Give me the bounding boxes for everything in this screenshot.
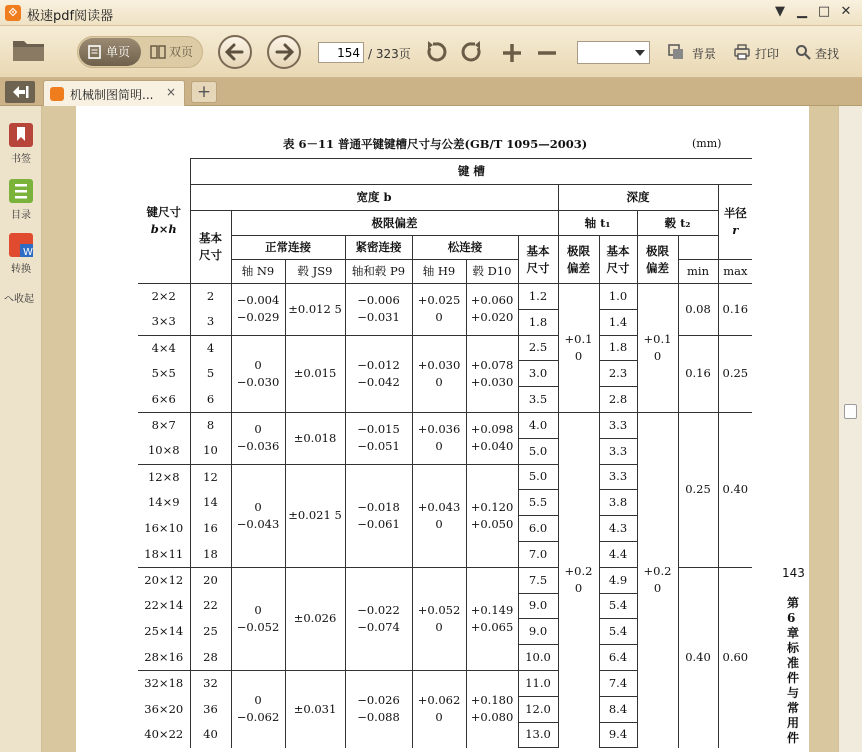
- title-bar: [0, 0, 862, 26]
- table-row: [138, 284, 752, 310]
- background-button[interactable]: 背景: [692, 47, 717, 61]
- page-number-input[interactable]: [318, 42, 364, 63]
- bookmark-icon: [8, 122, 34, 148]
- hub-d10-cell: +0.060 +0.020: [466, 284, 518, 336]
- rotate-left-icon[interactable]: [424, 40, 448, 64]
- t1-basic-cell: 5.0: [518, 438, 558, 464]
- t1-basic-cell: 5.5: [518, 490, 558, 516]
- t2-basic-cell: 3.3: [599, 438, 637, 464]
- header-keyway: 键 槽: [190, 159, 752, 185]
- vertical-scrollbar[interactable]: [838, 106, 862, 752]
- header-limit-deviation: 极限偏差: [231, 211, 558, 236]
- hub-d10-cell: +0.120 +0.050: [466, 464, 518, 567]
- t1-limit-cell: +0.2 0: [558, 412, 599, 747]
- restore-button[interactable]: □: [817, 4, 831, 19]
- header-loose: 松连接: [412, 236, 518, 260]
- t1-basic-cell: 11.0: [518, 670, 558, 696]
- view-mode-toggle: [77, 36, 203, 68]
- key-size-cell: 8×7: [138, 412, 190, 438]
- shaft-h9-cell: +0.062 0: [412, 670, 466, 747]
- header-key-size: 键尺寸 b×h: [138, 159, 190, 284]
- header-hub-t2: 毂 t₂: [637, 211, 718, 236]
- p9-cell: −0.022 −0.074: [345, 567, 412, 670]
- key-size-cell: 40×22: [138, 722, 190, 748]
- basic-size-cell: 12: [190, 464, 231, 490]
- next-page-button[interactable]: [267, 35, 301, 69]
- hub-js9-cell: ±0.018: [285, 412, 345, 464]
- t2-basic-cell: 5.4: [599, 619, 637, 645]
- hub-d10-cell: +0.149 +0.065: [466, 567, 518, 670]
- key-size-cell: 25×14: [138, 619, 190, 645]
- table-unit: (mm): [692, 137, 722, 150]
- t2-basic-cell: 1.0: [599, 284, 637, 310]
- sidebar-item-bookmark-label: 书签: [11, 154, 31, 165]
- background-icon: [668, 44, 684, 60]
- toolbar: [0, 26, 862, 78]
- tab-bar: [0, 78, 862, 106]
- t2-basic-cell: 5.4: [599, 593, 637, 619]
- basic-size-cell: 5: [190, 361, 231, 387]
- print-button[interactable]: 打印: [755, 47, 780, 61]
- menu-dropdown-button[interactable]: ▼: [775, 4, 785, 19]
- document-viewer: [42, 106, 838, 752]
- t2-limit-cell: +0.1 0: [637, 284, 678, 413]
- basic-size-cell: 10: [190, 438, 231, 464]
- tab-close-icon[interactable]: ×: [165, 85, 176, 99]
- single-page-icon: [88, 45, 101, 59]
- key-size-cell: 4×4: [138, 335, 190, 361]
- sidebar-item-bookmark[interactable]: [0, 122, 42, 165]
- shaft-h9-cell: +0.052 0: [412, 567, 466, 670]
- t2-basic-cell: 4.3: [599, 516, 637, 542]
- t2-basic-cell: 3.3: [599, 464, 637, 490]
- header-hub-js9: 毂 JS9: [285, 260, 345, 284]
- header-shaft-t1: 轴 t₁: [558, 211, 637, 236]
- pdf-page: [76, 106, 809, 752]
- convert-pdf-word-icon: [8, 232, 34, 258]
- tab-document-label: 机械制图简明...: [70, 88, 154, 102]
- t1-basic-cell: 10.0: [518, 645, 558, 671]
- svg-text:W: W: [23, 247, 33, 258]
- zoom-select[interactable]: [577, 41, 650, 64]
- t2-basic-cell: 3.8: [599, 490, 637, 516]
- previous-page-button[interactable]: [218, 35, 252, 69]
- t2-basic-cell: 4.9: [599, 567, 637, 593]
- key-size-cell: 32×18: [138, 670, 190, 696]
- add-tab-button[interactable]: +: [191, 81, 217, 103]
- key-size-cell: 18×11: [138, 541, 190, 567]
- header-max: max: [718, 260, 752, 284]
- hub-js9-cell: ±0.012 5: [285, 284, 345, 336]
- shaft-n9-cell: −0.004 −0.029: [231, 284, 285, 336]
- t1-basic-cell: 3.0: [518, 361, 558, 387]
- t1-basic-cell: 7.5: [518, 567, 558, 593]
- t1-basic-cell: 12.0: [518, 696, 558, 722]
- header-t1-basic: 基本 尺寸: [518, 236, 558, 284]
- hub-js9-cell: ±0.021 5: [285, 464, 345, 567]
- pdf-file-icon: [50, 87, 64, 101]
- zoom-in-icon[interactable]: [501, 42, 523, 64]
- chevron-down-icon: [635, 50, 645, 56]
- t1-basic-cell: 4.0: [518, 412, 558, 438]
- basic-size-cell: 18: [190, 541, 231, 567]
- shaft-h9-cell: +0.025 0: [412, 284, 466, 336]
- find-button[interactable]: 查找: [815, 47, 840, 61]
- t1-basic-cell: 9.0: [518, 593, 558, 619]
- t2-basic-cell: 7.4: [599, 670, 637, 696]
- p9-cell: −0.015 −0.051: [345, 412, 412, 464]
- header-t2-limit: 极限 偏差: [637, 236, 678, 284]
- key-size-cell: 5×5: [138, 361, 190, 387]
- zoom-out-icon[interactable]: [536, 42, 558, 64]
- close-button[interactable]: ✕: [840, 4, 852, 19]
- header-shaft-hub-p9: 轴和毂 P9: [345, 260, 412, 284]
- table-body: [138, 284, 752, 748]
- header-shaft-n9: 轴 N9: [231, 260, 285, 284]
- chapter-label: 第6章 标准件与常用件: [787, 596, 800, 745]
- header-min: min: [678, 260, 718, 284]
- radius-max-cell: 0.16: [718, 284, 752, 336]
- p9-cell: −0.012 −0.042: [345, 335, 412, 412]
- printer-icon: [734, 44, 750, 60]
- header-t1-limit: 极限 偏差: [558, 236, 599, 284]
- shaft-h9-cell: +0.030 0: [412, 335, 466, 412]
- sidebar-item-toc-label: 目录: [11, 210, 31, 221]
- t2-limit-cell: +0.2 0: [637, 412, 678, 747]
- t1-basic-cell: 5.0: [518, 464, 558, 490]
- basic-size-cell: 3: [190, 309, 231, 335]
- hub-js9-cell: ±0.026: [285, 567, 345, 670]
- tab-document[interactable]: [43, 80, 185, 106]
- radius-min-cell: 0.40: [678, 567, 718, 748]
- shaft-n9-cell: 0 −0.036: [231, 412, 285, 464]
- shaft-n9-cell: 0 −0.030: [231, 335, 285, 412]
- radius-max-cell: 0.40: [718, 412, 752, 567]
- shaft-n9-cell: 0 −0.052: [231, 567, 285, 670]
- t1-basic-cell: 6.0: [518, 516, 558, 542]
- minimize-button[interactable]: ▁: [797, 4, 807, 19]
- hub-d10-cell: +0.180 +0.080: [466, 670, 518, 747]
- rotate-right-icon[interactable]: [460, 40, 484, 64]
- key-size-cell: 36×20: [138, 696, 190, 722]
- t2-basic-cell: 1.4: [599, 309, 637, 335]
- hub-js9-cell: ±0.015: [285, 335, 345, 412]
- key-size-cell: 12×8: [138, 464, 190, 490]
- basic-size-cell: 4: [190, 335, 231, 361]
- basic-size-cell: 28: [190, 645, 231, 671]
- window-title: 极速pdf阅读器: [27, 9, 114, 24]
- shaft-n9-cell: 0 −0.062: [231, 670, 285, 747]
- table-title: 表 6－11 普通平键键槽尺寸与公差(GB/T 1095—2003): [283, 137, 588, 151]
- table-row: [138, 412, 752, 438]
- hub-d10-cell: +0.098 +0.040: [466, 412, 518, 464]
- radius-min-cell: 0.08: [678, 284, 718, 336]
- arrow-left-bar-icon: [5, 81, 35, 103]
- radius-max-cell: 0.60: [718, 567, 752, 748]
- sidebar-item-convert[interactable]: [0, 232, 42, 275]
- radius-min-cell: 0.25: [678, 412, 718, 567]
- t1-basic-cell: 1.2: [518, 284, 558, 310]
- shaft-n9-cell: 0 −0.043: [231, 464, 285, 567]
- t1-basic-cell: 2.5: [518, 335, 558, 361]
- basic-size-cell: 6: [190, 387, 231, 413]
- basic-size-cell: 25: [190, 619, 231, 645]
- double-page-button[interactable]: [144, 38, 202, 66]
- page-number: 143: [782, 566, 805, 580]
- header-radius: 半径 r: [718, 185, 752, 260]
- header-normal: 正常连接: [231, 236, 345, 260]
- t2-basic-cell: 1.8: [599, 335, 637, 361]
- search-icon: [795, 44, 811, 60]
- header-t2-basic: 基本 尺寸: [599, 236, 637, 284]
- single-page-label: 单页: [106, 45, 131, 59]
- basic-size-cell: 16: [190, 516, 231, 542]
- p9-cell: −0.018 −0.061: [345, 464, 412, 567]
- hub-d10-cell: +0.078 +0.030: [466, 335, 518, 412]
- double-page-label: 双页: [169, 45, 194, 59]
- key-size-cell: 16×10: [138, 516, 190, 542]
- header-hub-d10: 毂 D10: [466, 260, 518, 284]
- key-size-cell: 28×16: [138, 645, 190, 671]
- app-logo-icon: ⟐: [5, 5, 21, 21]
- sidebar-collapse-button[interactable]: へ收起: [4, 294, 34, 305]
- header-depth: 深度: [558, 185, 718, 211]
- basic-size-cell: 32: [190, 670, 231, 696]
- basic-size-cell: 40: [190, 722, 231, 748]
- t1-basic-cell: 7.0: [518, 541, 558, 567]
- t1-basic-cell: 1.8: [518, 309, 558, 335]
- basic-size-cell: 8: [190, 412, 231, 438]
- t2-basic-cell: 4.4: [599, 541, 637, 567]
- shaft-h9-cell: +0.036 0: [412, 412, 466, 464]
- basic-size-cell: 22: [190, 593, 231, 619]
- collapse-panel-button[interactable]: [5, 81, 35, 103]
- page-total-label: / 323页: [368, 47, 411, 61]
- t1-basic-cell: 9.0: [518, 619, 558, 645]
- double-page-icon: [150, 45, 166, 59]
- key-size-cell: 20×12: [138, 567, 190, 593]
- basic-size-cell: 14: [190, 490, 231, 516]
- keyway-tolerance-table: [138, 158, 752, 748]
- t2-basic-cell: 9.4: [599, 722, 637, 748]
- t1-basic-cell: 3.5: [518, 387, 558, 413]
- arrow-right-icon: [269, 37, 299, 67]
- t1-limit-cell: +0.1 0: [558, 284, 599, 413]
- single-page-button[interactable]: [79, 38, 141, 66]
- radius-min-cell: 0.16: [678, 335, 718, 412]
- p9-cell: −0.006 −0.031: [345, 284, 412, 336]
- key-size-cell: 14×9: [138, 490, 190, 516]
- t2-basic-cell: 3.3: [599, 412, 637, 438]
- t2-basic-cell: 8.4: [599, 696, 637, 722]
- scrollbar-thumb[interactable]: [844, 404, 857, 419]
- header-width: 宽度 b: [190, 185, 558, 211]
- sidebar: [0, 106, 42, 752]
- key-size-cell: 10×8: [138, 438, 190, 464]
- table-of-contents-icon: [8, 178, 34, 204]
- p9-cell: −0.026 −0.088: [345, 670, 412, 747]
- basic-size-cell: 20: [190, 567, 231, 593]
- t2-basic-cell: 6.4: [599, 645, 637, 671]
- shaft-h9-cell: +0.043 0: [412, 464, 466, 567]
- basic-size-cell: 2: [190, 284, 231, 310]
- key-size-cell: 6×6: [138, 387, 190, 413]
- header-tight: 紧密连接: [345, 236, 412, 260]
- basic-size-cell: 36: [190, 696, 231, 722]
- open-folder-icon[interactable]: [12, 38, 45, 62]
- radius-max-cell: 0.25: [718, 335, 752, 412]
- sidebar-item-toc[interactable]: [0, 178, 42, 221]
- header-shaft-h9: 轴 H9: [412, 260, 466, 284]
- arrow-left-icon: [220, 37, 250, 67]
- key-size-cell: 3×3: [138, 309, 190, 335]
- key-size-cell: 22×14: [138, 593, 190, 619]
- sidebar-item-convert-label: 转换: [11, 264, 31, 275]
- t1-basic-cell: 13.0: [518, 722, 558, 748]
- t2-basic-cell: 2.8: [599, 387, 637, 413]
- key-size-cell: 2×2: [138, 284, 190, 310]
- t2-basic-cell: 2.3: [599, 361, 637, 387]
- header-basic-size: 基本 尺寸: [190, 211, 231, 284]
- hub-js9-cell: ±0.031: [285, 670, 345, 747]
